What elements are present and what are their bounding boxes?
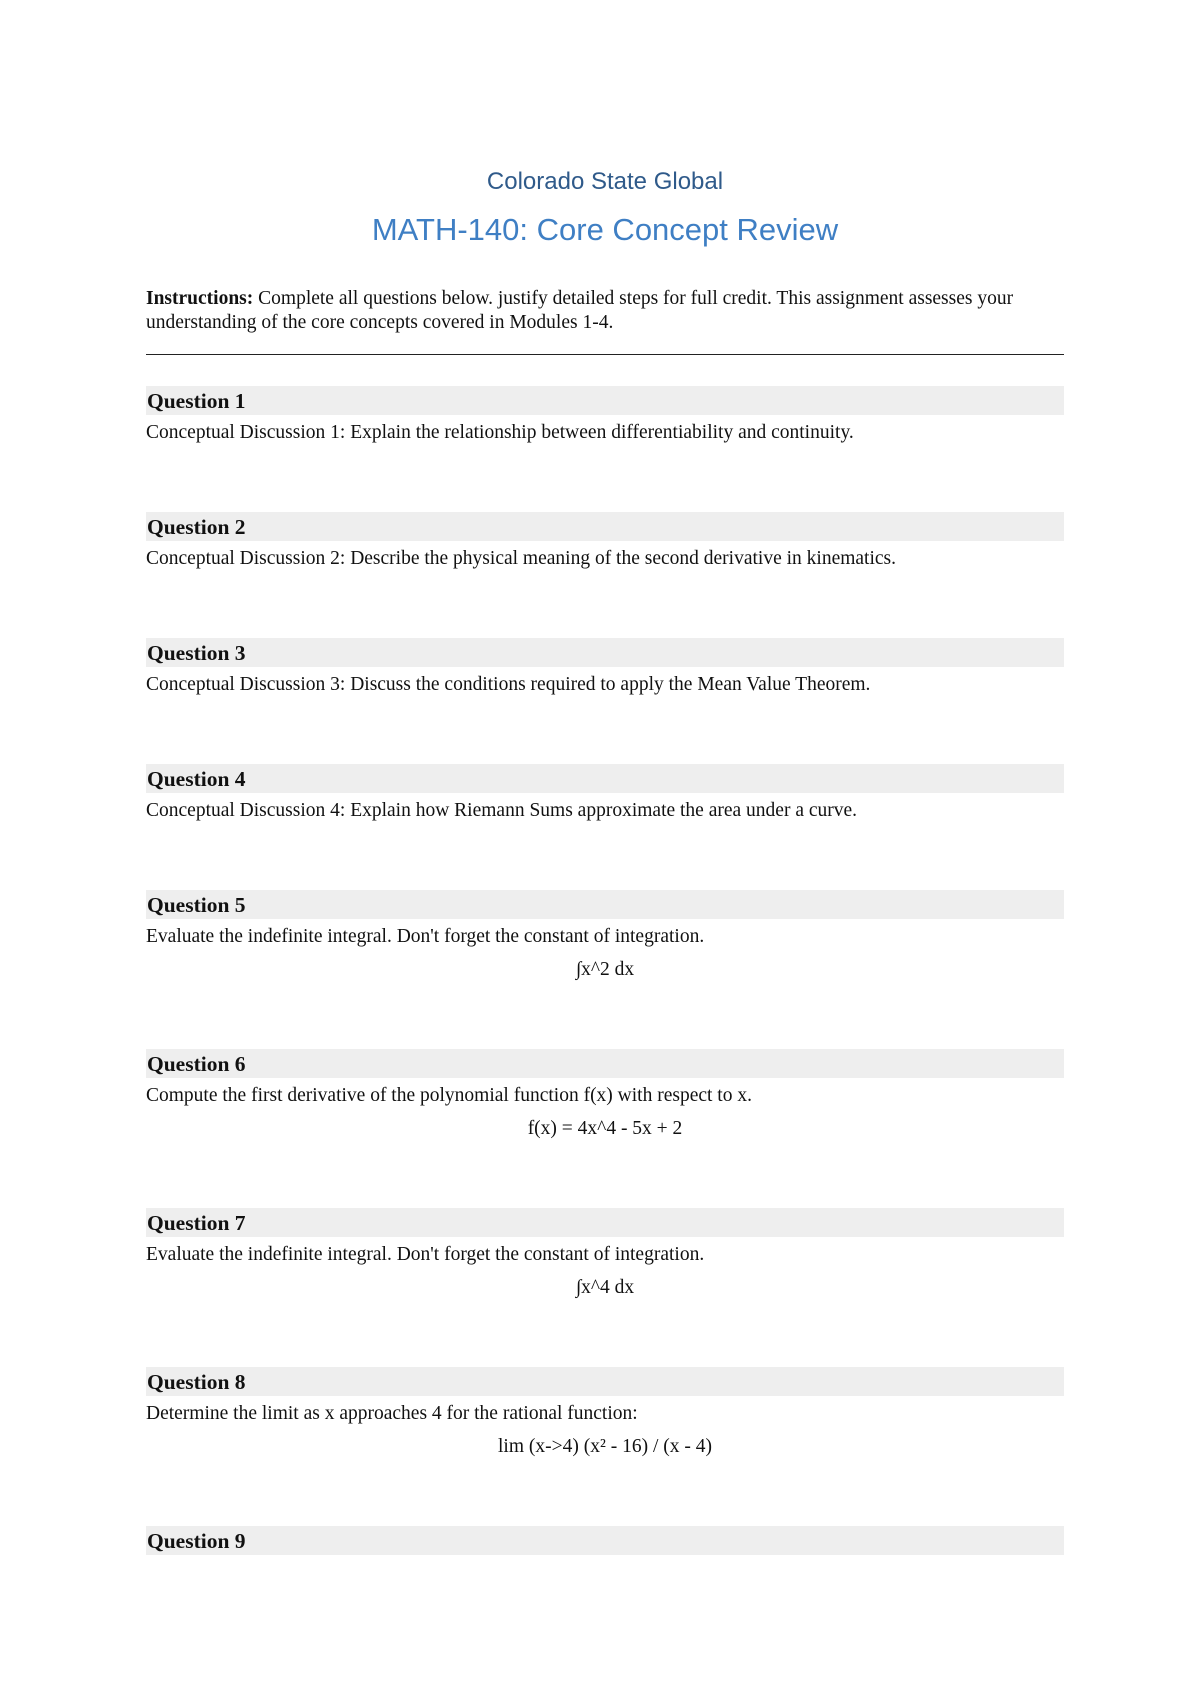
document-title: MATH-140: Core Concept Review	[371, 212, 839, 247]
question-7	[146, 1208, 1064, 1300]
question-text: Determine the limit as x approaches 4 for the rational function:	[146, 1403, 638, 1424]
question-text: Conceptual Discussion 4: Explain how Riemann Sums approximate the area under a curve.	[146, 800, 858, 821]
question-text: Evaluate the indefinite integral. Don't forget the constant of integration.	[146, 1244, 705, 1265]
math-expression: f(x) = 4x^4 - 5x + 2	[527, 1118, 683, 1139]
question-text: Compute the first derivative of the polynomial function f(x) with respect to x.	[146, 1085, 752, 1106]
math-expression: lim (x->4) (x² - 16) / (x - 4)	[498, 1436, 712, 1457]
question-title: Question 6	[146, 1049, 1064, 1078]
question-title: Question 5	[146, 890, 1064, 919]
question-text: Evaluate the indefinite integral. Don't forget the constant of integration.	[146, 926, 705, 947]
question-text: Conceptual Discussion 2: Describe the physical meaning of the second derivative in kinematics.	[146, 548, 897, 569]
instructions-label: Instructions:	[146, 288, 254, 309]
question-1	[146, 386, 1064, 445]
question-title: Question 9	[146, 1526, 1064, 1555]
instructions-text: Complete all questions below. justify detailed steps for full credit. This assignment assesses your understanding of the core concepts covered in Modules 1-4.	[146, 288, 1014, 333]
question-text: Conceptual Discussion 3: Discuss the conditions required to apply the Mean Value Theorem.	[146, 674, 871, 695]
math-expression: ∫x^2 dx	[575, 959, 635, 980]
question-title: Question 1	[146, 386, 1064, 415]
question-title: Question 7	[146, 1208, 1064, 1237]
question-3	[146, 638, 1064, 697]
institution-name: Colorado State Global	[486, 168, 724, 195]
instructions	[146, 287, 1064, 335]
question-9	[146, 1526, 1064, 1555]
question-title: Question 4	[146, 764, 1064, 793]
math-expression: ∫x^4 dx	[575, 1277, 635, 1298]
question-8	[146, 1367, 1064, 1459]
question-5	[146, 890, 1064, 982]
question-title: Question 2	[146, 512, 1064, 541]
question-2	[146, 512, 1064, 571]
question-title: Question 3	[146, 638, 1064, 667]
question-title: Question 8	[146, 1367, 1064, 1396]
divider	[146, 354, 1064, 355]
question-4	[146, 764, 1064, 823]
question-6	[146, 1049, 1064, 1141]
question-text: Conceptual Discussion 1: Explain the relationship between differentiability and continuity.	[146, 422, 854, 443]
